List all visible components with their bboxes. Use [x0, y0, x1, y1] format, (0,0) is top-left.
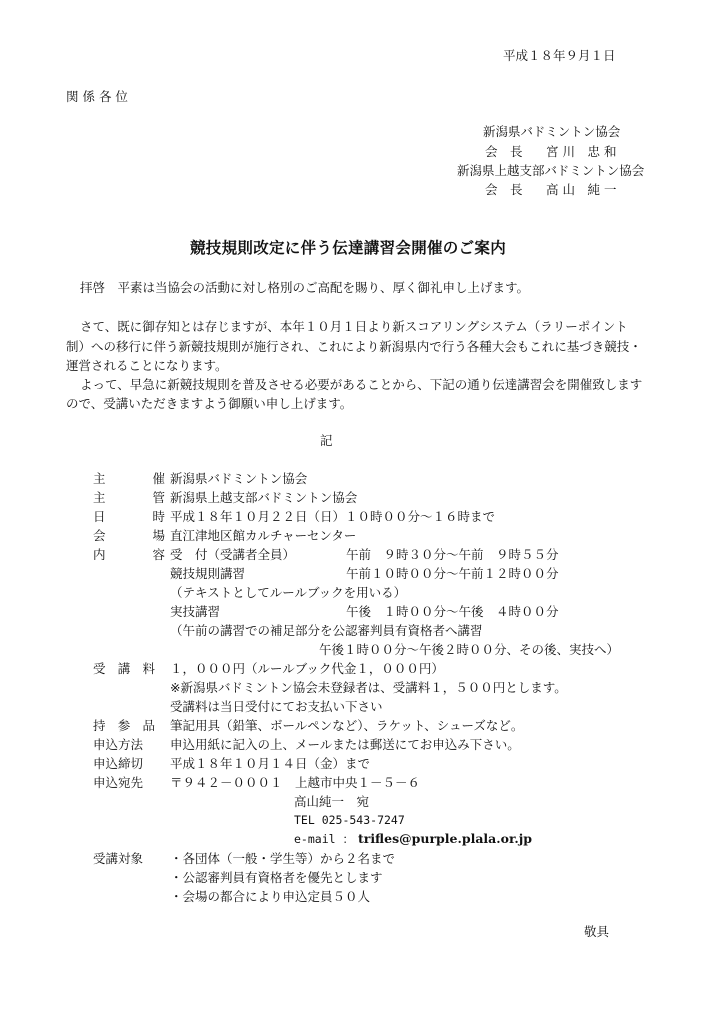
content-item-name: 受 付（受講者全員）	[170, 547, 296, 562]
label-content	[93, 549, 165, 562]
label-char: 受	[93, 661, 106, 676]
value-datetime: 平成１８年１０月２２日（日）１０時００分～１６時まで	[170, 509, 496, 524]
content-item-name: 競技規則講習	[170, 566, 246, 581]
label-fee	[93, 663, 155, 676]
ki-heading: 記	[320, 433, 333, 448]
body-line: 運営されることになります。	[66, 358, 228, 373]
body-line: 制）への移行に伴う新競技規則が施行され、これにより新潟県内で行う各種大会もこれに基づき競技・	[66, 339, 642, 354]
label-char: 参	[117, 718, 131, 733]
closing: 敬具	[584, 924, 610, 939]
fee-line: ※新潟県バドミントン協会未登録者は、受講料１，５００円とします。	[170, 680, 567, 695]
content-item-time: 午前１０時００分～午前１２時００分	[346, 566, 559, 581]
address-email-row	[294, 833, 532, 846]
address-tel: TEL 025-543-7247	[294, 813, 405, 827]
document-date: 平成１８年９月１日	[503, 48, 616, 63]
label-char: 内	[93, 547, 106, 562]
value-host: 新潟県バドミントン協会	[170, 471, 308, 486]
value-bring: 筆記用具（鉛筆、ボールペンなど）、ラケット、シューズなど。	[170, 718, 524, 733]
label-char: 会	[93, 528, 106, 543]
label-char: 講	[117, 661, 131, 676]
label-char: 場	[152, 528, 165, 543]
label-datetime	[93, 511, 165, 524]
label-method: 申込方法	[93, 737, 144, 752]
label-venue	[93, 530, 165, 543]
body-line: ので、受講いただきますよう御願い申し上げます。	[66, 396, 353, 411]
value-deadline: 平成１８年１０月１４日（金）まで	[170, 756, 371, 771]
target-item: ・公認審判員有資格者を優先とします	[170, 870, 383, 885]
label-char: 時	[152, 509, 165, 524]
email-label: e-mail ：	[294, 832, 354, 846]
content-item-name: 実技講習	[170, 604, 221, 619]
target-item: ・各団体（一般・学生等）から２名まで	[170, 851, 396, 866]
sender-role-1: 会 長	[485, 144, 523, 159]
label-organizer	[93, 492, 165, 505]
label-target: 受講対象	[93, 851, 144, 866]
content-note: （午前の講習での補足部分を公認審判員有資格者へ講習	[170, 623, 483, 638]
sender-role-2: 会 長	[485, 182, 523, 197]
fee-line: 受講料は当日受付にてお支払い下さい	[170, 699, 383, 714]
content-item-time: 午前 ９時３０分～午前 ９時５５分	[346, 547, 559, 562]
label-char: 日	[93, 509, 106, 524]
label-char: 主	[93, 490, 106, 505]
sender-org-1: 新潟県バドミントン協会	[483, 124, 621, 139]
content-note: （テキストとしてルールブックを用いる）	[170, 585, 407, 600]
label-char: 持	[93, 718, 106, 733]
target-item: ・会場の都合により申込定員５０人	[170, 889, 371, 904]
fee-line: １，０００円（ルールブック代金１，０００円）	[170, 661, 444, 676]
body-line: さて、既に御存知とは存じますが、本年１０月１日より新スコアリングシステム（ラリーポイント	[80, 319, 628, 334]
value-method: 申込用紙に記入の上、メールまたは郵送にてお申込み下さい。	[170, 737, 520, 752]
sender-org-2: 新潟県上越支部バドミントン協会	[457, 163, 645, 178]
body-line: よって、早急に新競技規則を普及させる必要があることから、下記の通り伝達講習会を開催致します	[80, 377, 643, 392]
label-char: 容	[152, 547, 165, 562]
label-address: 申込宛先	[93, 775, 144, 790]
label-char: 管	[152, 490, 165, 505]
label-bring	[93, 720, 155, 733]
greeting: 拝啓 平素は当協会の活動に対し格別のご高配を賜り、厚く御礼申し上げます。	[80, 280, 530, 295]
label-char: 料	[142, 661, 155, 676]
value-organizer: 新潟県上越支部バドミントン協会	[170, 490, 358, 505]
value-venue: 直江津地区館カルチャーセンター	[170, 528, 357, 543]
addressee: 関 係 各 位	[66, 89, 128, 104]
label-host	[93, 473, 165, 486]
label-char: 品	[142, 718, 155, 733]
label-deadline: 申込締切	[93, 756, 144, 771]
document-title: 競技規則改定に伴う伝達講習会開催のご案内	[190, 239, 507, 257]
address-postal: 〒９４２－０００１ 上越市中央１－５－６	[170, 775, 421, 790]
content-item-time: 午後 １時００分～午後 ４時００分	[346, 604, 559, 619]
sender-name-1: 宮 川 忠 和	[546, 144, 617, 159]
address-recipient: 高山純一 宛	[294, 794, 370, 809]
sender-name-2: 高 山 純 一	[546, 182, 617, 197]
content-note: 午後１時００分～午後２時００分、その後、実技へ）	[319, 642, 620, 657]
email-link[interactable]: trifles@purple.plala.or.jp	[357, 831, 533, 846]
label-char: 主	[93, 471, 106, 486]
label-char: 催	[152, 471, 165, 486]
